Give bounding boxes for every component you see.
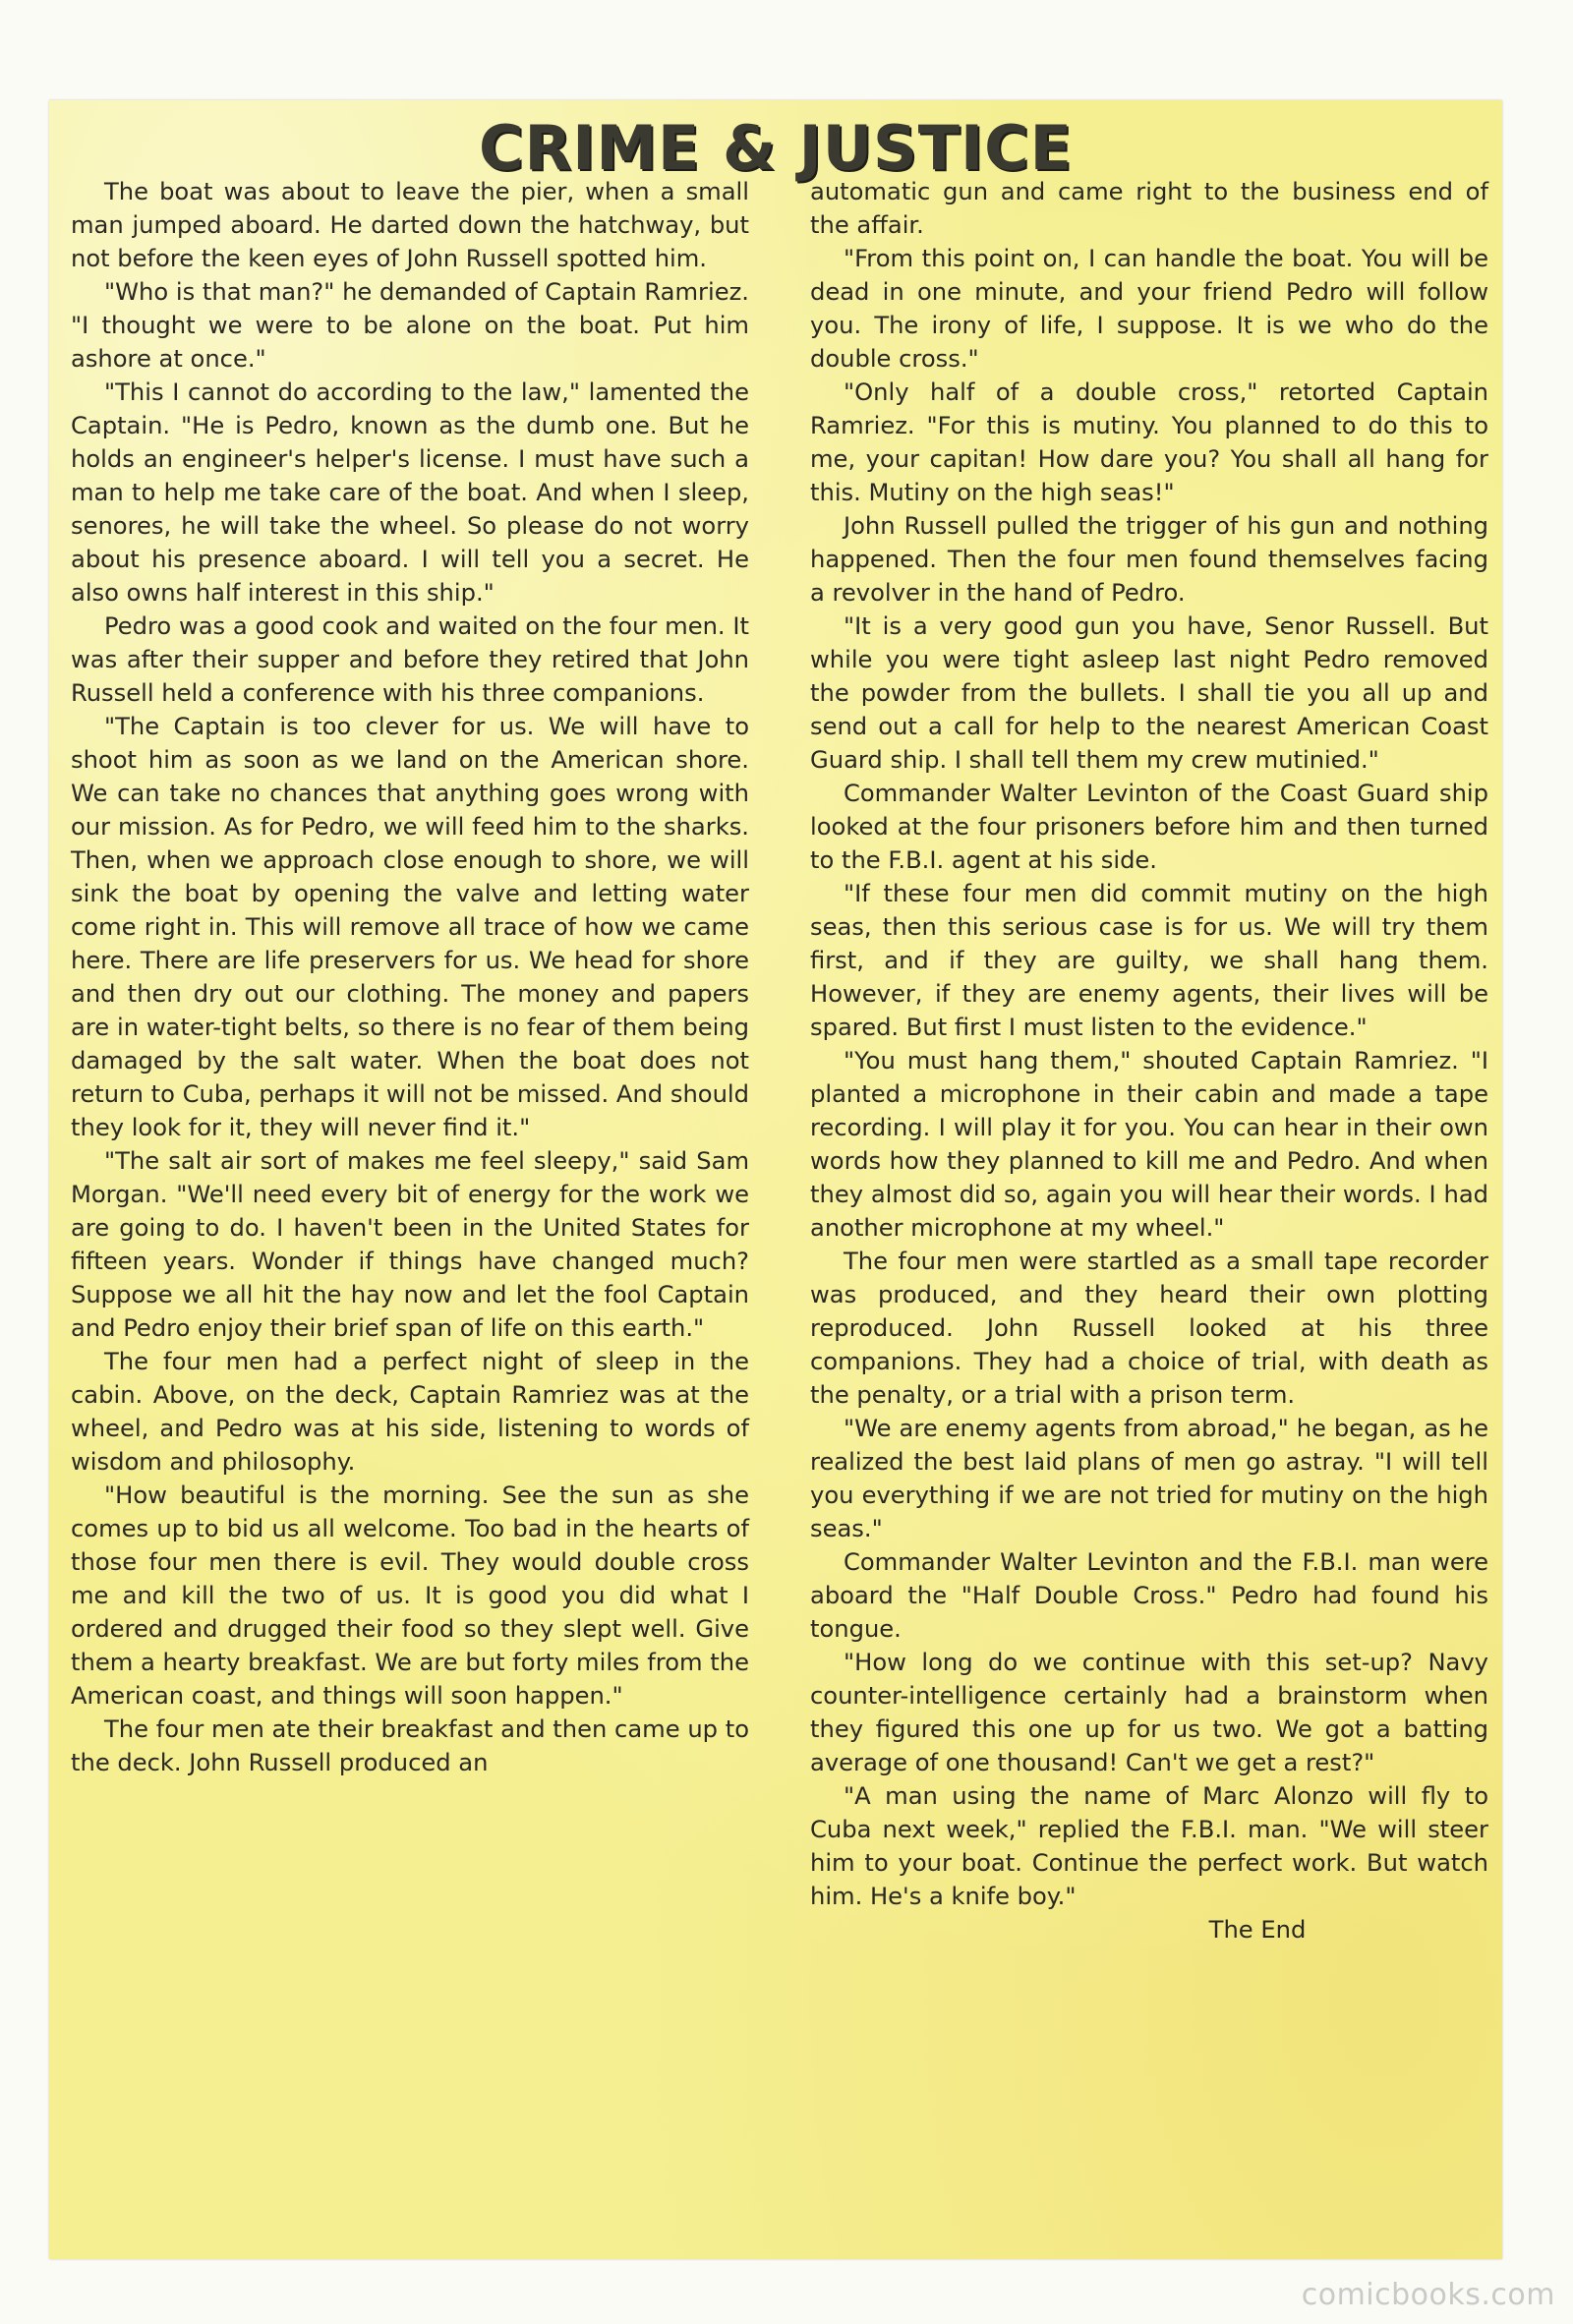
paragraph: automatic gun and came right to the business end of the affair.: [810, 178, 1488, 239]
paragraph: The four men ate their breakfast and then came up to the deck. John Russell produced an: [71, 1715, 749, 1776]
story-page: [49, 100, 1502, 2259]
paragraph: "The Captain is too clever for us. We will have to shoot him as soon as we land on the American shore. We can take no chances that anything goes wrong with our mission. As for Pedro, we will feed him to the sharks. Then, when we approach close enough to shore, we will sink the boat by opening the valve and letting water come right in. This will remove all trace of how we came here. There are life preservers for us. We head for shore and then dry out our clothing. The money and papers are in water-tight belts, so there is no fear of them being damaged by the salt water. When the boat does not return to Cuba, perhaps it will not be missed. And should they look for it, they will never find it.": [71, 713, 749, 1141]
paragraph: "From this point on, I can handle the boat. You will be dead in one minute, and your friend Pedro will follow you. The irony of life, I suppose. It is we who do the double cross.": [810, 245, 1488, 373]
paragraph: "A man using the name of Marc Alonzo will fly to Cuba next week," replied the F.B.I. man. "We will steer him to your boat. Continue the perfect work. But watch him. He's a knife boy.": [810, 1782, 1488, 1910]
story-title: CRIME & JUSTICE: [479, 112, 1073, 184]
watermark: comicbooks.com: [1301, 2278, 1555, 2312]
paragraph: The four men were startled as a small tape recorder was produced, and they heard their own plotting reproduced. John Russell looked at his three companions. They had a choice of trial, with death as the penalty, or a trial with a prison term.: [810, 1248, 1488, 1409]
paragraph: Commander Walter Levinton and the F.B.I. man were aboard the "Half Double Cross." Pedro had found his tongue.: [810, 1548, 1488, 1643]
paragraph: Commander Walter Levinton of the Coast Guard ship looked at the four prisoners before him and then turned to the F.B.I. agent at his side.: [810, 780, 1488, 874]
paragraph: "The salt air sort of makes me feel sleepy," said Sam Morgan. "We'll need every bit of energy for the work we are going to do. I haven't been in the United States for fifteen years. Wonder if things have changed much? Suppose we all hit the hay now and let the fool Captain and Pedro enjoy their brief span of life on this earth.": [71, 1147, 749, 1342]
paragraph: "Who is that man?" he demanded of Captain Ramriez. "I thought we were to be alone on the boat. Put him ashore at once.": [71, 278, 749, 373]
paragraph: "How beautiful is the morning. See the sun as she comes up to bid us all welcome. Too bad in the hearts of those four men there is evil. They would double cross me and kill the two of us. It is good you did what I ordered and drugged their food so they slept well. Give them a hearty breakfast. We are but forty miles from the American coast, and things will soon happen.": [71, 1482, 749, 1710]
paragraph: "If these four men did commit mutiny on the high seas, then this serious case is for us. We will try them first, and if they are guilty, we shall hang them. However, if they are enemy agents, their lives will be spared. But first I must listen to the evidence.": [810, 880, 1488, 1041]
paragraph: The four men had a perfect night of sleep in the cabin. Above, on the deck, Captain Ramriez was at the wheel, and Pedro was at his side, listening to words of wisdom and philosophy.: [71, 1348, 749, 1476]
paragraph: "We are enemy agents from abroad," he began, as he realized the best laid plans of men go astray. "I will tell you everything if we are not tried for mutiny on the high seas.": [810, 1415, 1488, 1542]
paragraph: "You must hang them," shouted Captain Ramriez. "I planted a microphone in their cabin and made a tape recording. I will play it for you. You can hear in their own words how they planned to kill me and Pedro. And when they almost did so, again you will hear their words. I had another microphone at my wheel.": [810, 1047, 1488, 1242]
paragraph: "How long do we continue with this set-up? Navy counter-intelligence certainly had a brainstorm when they figured this one up for us two. We got a batting average of one thousand! Can't we get a rest?": [810, 1649, 1488, 1776]
left-column: [71, 175, 749, 1779]
paragraph: "This I cannot do according to the law," lamented the Captain. "He is Pedro, known as the dumb one. But he holds an engineer's helper's license. I must have such a man to help me take care of the boat. And when I sleep, senores, he will take the wheel. So please do not worry about his presence aboard. I will tell you a secret. He also owns half interest in this ship.": [71, 378, 749, 607]
paragraph: "It is a very good gun you have, Senor Russell. But while you were tight asleep last night Pedro removed the powder from the bullets. I shall tie you all up and send out a call for help to the nearest American Coast Guard ship. I shall tell them my crew mutinied.": [810, 612, 1488, 774]
the-end-text: The End: [1208, 1916, 1307, 1944]
paragraph: John Russell pulled the trigger of his gun and nothing happened. Then the four men found themselves facing a revolver in the hand of Pedro.: [810, 512, 1488, 607]
paragraph: Pedro was a good cook and waited on the four men. It was after their supper and before they retired that John Russell held a conference with his three companions.: [71, 612, 749, 707]
right-column: [810, 175, 1488, 1946]
paragraph: "Only half of a double cross," retorted Captain Ramriez. "For this is mutiny. You planned to do this to me, your capitan! How dare you? You shall all hang for this. Mutiny on the high seas!": [810, 378, 1488, 506]
paragraph: The boat was about to leave the pier, when a small man jumped aboard. He darted down the hatchway, but not before the keen eyes of John Russell spotted him.: [71, 178, 749, 272]
